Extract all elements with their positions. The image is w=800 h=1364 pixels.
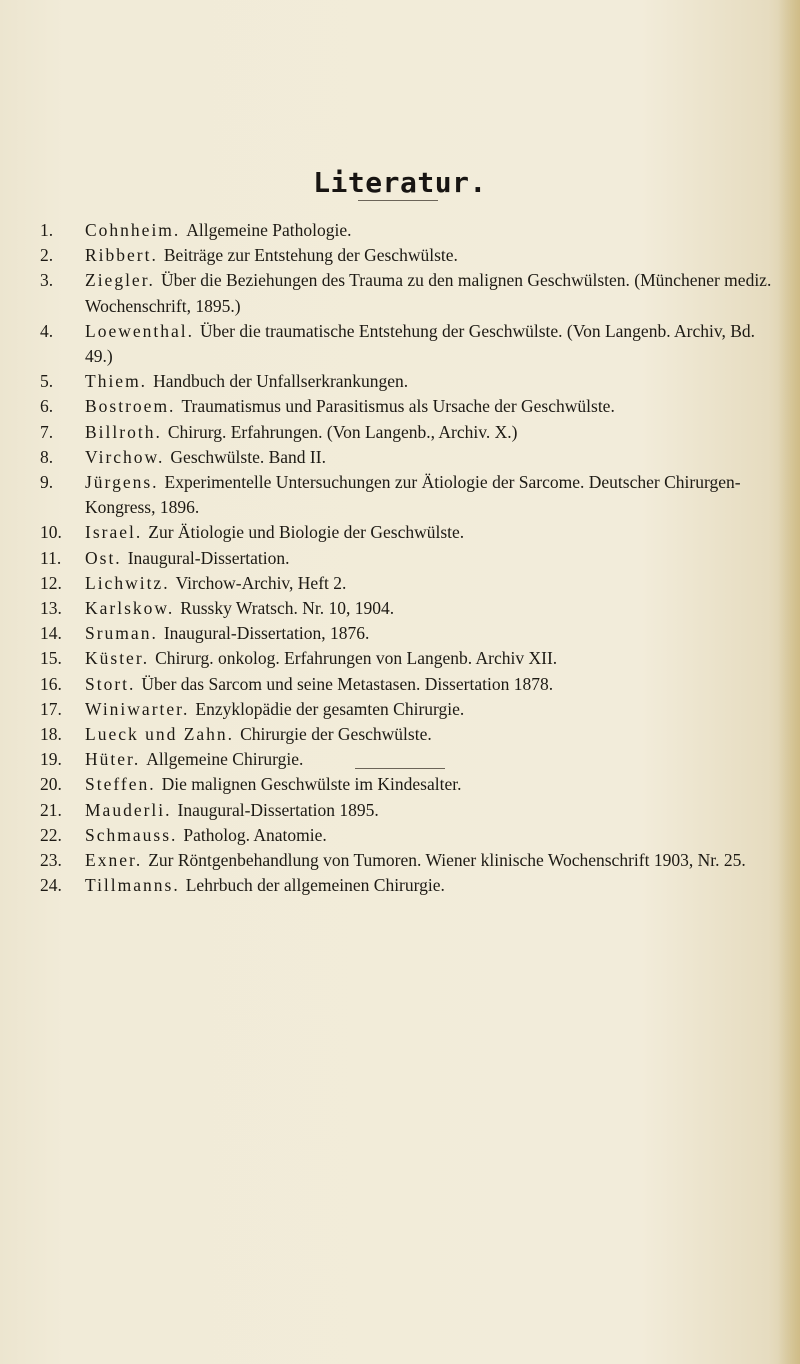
reference-number: 3. (40, 270, 54, 291)
reference-author: Thiem. (85, 371, 148, 392)
reference-item (40, 243, 790, 268)
reference-text: Inaugural-Dissertation, 1876. (163, 623, 370, 644)
reference-number: 21. (40, 799, 62, 820)
reference-text: Traumatismus und Parasitismus als Ursache der Geschwülste. (181, 396, 615, 417)
reference-text: Patholog. Anatomie. (183, 824, 327, 845)
reference-number: 1. (40, 220, 54, 240)
reference-number: 16. (40, 673, 62, 694)
reference-text: Virchow-Archiv, Heft 2. (175, 572, 347, 593)
reference-author: Exner. (85, 850, 143, 871)
reference-text: Experimentelle Untersuchungen zur Ätiologie der Sarcome. Deutscher Chirurgen-Kongress, 1896. (85, 472, 741, 518)
reference-text: Allgemeine Pathologie. (186, 220, 352, 240)
reference-item (40, 420, 790, 445)
reference-author: Sruman. (85, 623, 158, 644)
reference-text: Lehrbuch der allgemeinen Chirurgie. (185, 875, 445, 896)
reference-item (40, 520, 790, 545)
reference-author: Billroth. (85, 421, 162, 442)
reference-author: Steffen. (85, 774, 156, 795)
reference-number: 18. (40, 724, 62, 745)
reference-text: Chirurgie der Geschwülste. (240, 724, 432, 745)
reference-number: 17. (40, 698, 62, 719)
reference-number: 4. (40, 320, 54, 341)
reference-number: 23. (40, 850, 62, 871)
reference-text: Inaugural-Dissertation. (127, 547, 290, 568)
reference-number: 15. (40, 648, 62, 669)
reference-item (40, 218, 790, 243)
reference-item (40, 621, 790, 646)
reference-author: Winiwarter. (85, 698, 190, 719)
reference-author: Hüter. (85, 749, 141, 770)
reference-author: Ost. (85, 547, 122, 568)
reference-author: Lueck und Zahn. (85, 724, 235, 745)
reference-text: Beiträge zur Entstehung der Geschwülste. (163, 245, 458, 266)
reference-number: 22. (40, 824, 62, 845)
reference-item (40, 772, 790, 797)
reference-number: 13. (40, 598, 62, 619)
reference-author: Cohnheim. (85, 220, 181, 240)
reference-number: 12. (40, 572, 62, 593)
reference-text: Zur Röntgenbehandlung von Tumoren. Wiener klinische Wochenschrift 1903, Nr. 25. (148, 850, 746, 871)
reference-number: 7. (40, 421, 54, 442)
reference-item (40, 445, 790, 470)
reference-author: Ribbert. (85, 245, 158, 266)
page-title: Literatur. (313, 166, 487, 199)
reference-item (40, 394, 790, 419)
reference-text: Russky Wratsch. Nr. 10, 1904. (180, 598, 395, 619)
reference-item (40, 546, 790, 571)
reference-author: Stort. (85, 673, 136, 694)
reference-item (40, 672, 790, 697)
reference-item (40, 873, 790, 898)
reference-author: Mauderli. (85, 799, 172, 820)
reference-number: 24. (40, 875, 62, 896)
reference-text: Zur Ätiologie und Biologie der Geschwülste. (148, 522, 465, 543)
title-divider (358, 200, 438, 201)
reference-text: Die malignen Geschwülste im Kindesalter. (161, 774, 462, 795)
reference-text: Enzyklopädie der gesamten Chirurgie. (195, 698, 465, 719)
reference-author: Karlskow. (85, 598, 175, 619)
reference-text: Inaugural-Dissertation 1895. (177, 799, 379, 820)
closing-divider (355, 768, 445, 769)
reference-text: Über das Sarcom und seine Metastasen. Dissertation 1878. (141, 673, 554, 694)
reference-author: Küster. (85, 648, 150, 669)
reference-author: Jürgens. (85, 472, 159, 493)
reference-list (40, 218, 790, 898)
reference-number: 5. (40, 371, 54, 392)
reference-text: Chirurg. onkolog. Erfahrungen von Langenb. Archiv XII. (155, 648, 558, 669)
reference-number: 10. (40, 522, 62, 543)
reference-item (40, 646, 790, 671)
reference-text: Über die Beziehungen des Trauma zu den malignen Geschwülsten. (Münchener mediz. Wochenschrift, 1895.) (85, 270, 772, 316)
reference-number: 20. (40, 774, 62, 795)
reference-author: Schmauss. (85, 824, 178, 845)
reference-number: 19. (40, 749, 62, 770)
reference-number: 2. (40, 245, 54, 266)
reference-number: 9. (40, 472, 54, 493)
reference-item (40, 823, 790, 848)
reference-text: Über die traumatische Entstehung der Geschwülste. (Von Langenb. Archiv, Bd. 49.) (85, 320, 755, 367)
reference-text: Chirurg. Erfahrungen. (Von Langenb., Archiv. X.) (167, 421, 518, 442)
reference-text: Allgemeine Chirurgie. (146, 749, 304, 770)
reference-item (40, 571, 790, 596)
reference-author: Tillmanns. (85, 875, 180, 896)
reference-item (40, 722, 790, 747)
reference-author: Ziegler. (85, 270, 155, 291)
reference-item (40, 848, 790, 873)
reference-number: 8. (40, 446, 54, 467)
reference-item (40, 319, 790, 369)
reference-item (40, 596, 790, 621)
reference-author: Virchow. (85, 446, 165, 467)
reference-number: 11. (40, 547, 62, 568)
reference-author: Israel. (85, 522, 143, 543)
reference-item (40, 697, 790, 722)
reference-author: Bostroem. (85, 396, 176, 417)
reference-author: Loewenthal. (85, 320, 194, 341)
reference-item (40, 268, 790, 318)
reference-author: Lichwitz. (85, 572, 170, 593)
reference-item (40, 798, 790, 823)
reference-item (40, 369, 790, 394)
reference-text: Handbuch der Unfallserkrankungen. (153, 371, 409, 392)
reference-number: 6. (40, 396, 54, 417)
reference-item (40, 470, 790, 520)
reference-text: Geschwülste. Band II. (170, 446, 326, 467)
reference-number: 14. (40, 623, 62, 644)
